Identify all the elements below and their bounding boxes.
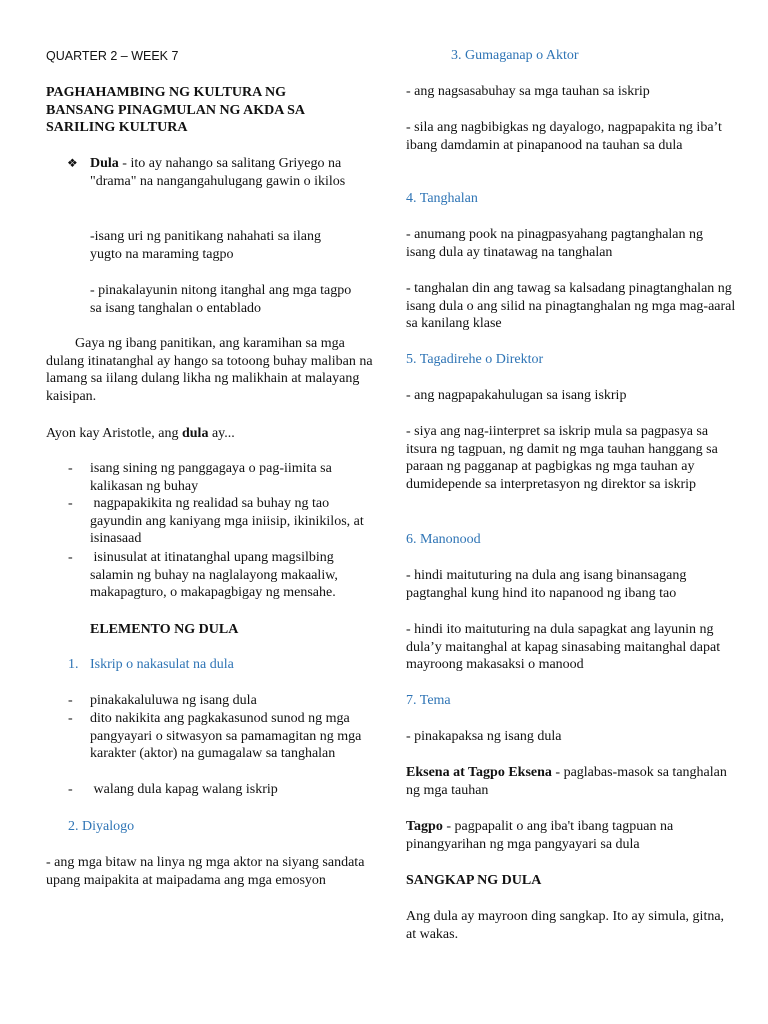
- direktor-heading: 5. Tagadirehe o Direktor: [406, 352, 544, 367]
- sangkap-heading: SANGKAP NG DULA: [406, 873, 542, 888]
- diyalogo-text: - ang mga bitaw na linya ng mga aktor na siyang sandata upang maipakita at maipadama ang mga emosyon: [46, 855, 365, 888]
- tema-p1: - pinakapaksa ng isang dula: [406, 729, 562, 744]
- tanghalan-p2: - tanghalan din ang tawag sa kalsadang pinagtanghalan ng isang dula o ang silid na pinagtanghalan ng mga mag-aaral sa kanilang klase: [406, 281, 736, 331]
- list-item: - isang sining ng panggagaya o pag-iimita sa kalikasan ng buhay: [68, 461, 332, 494]
- manonood-heading: 6. Manonood: [406, 532, 481, 547]
- manonood-p1: - hindi maituturing na dula ang isang binansagang pagtanghal kung hind ito napanood ng ibang tao: [406, 568, 687, 601]
- gaya-paragraph: Gaya ng ibang panitikan, ang karamihan sa mga dulang itinatanghal ay hango sa totoong buhay maliban na lamang sa iilang dulang likha ng malikhain at malayang kaisipan.: [46, 336, 373, 404]
- aktor-heading: 3. Gumaganap o Aktor: [451, 48, 579, 63]
- week-label: QUARTER 2 – WEEK 7: [46, 49, 179, 63]
- list-item: - walang dula kapag walang iskrip: [68, 782, 278, 797]
- list-item: - isinusulat at itinatanghal upang magsilbing salamin ng buhay na naglalayong makaaliw, makapagturo, o makapagbigay ng mensahe.: [68, 550, 342, 600]
- tagpo-definition: Tagpo - pagpapalit o ang iba't ibang tagpuan na pinangyarihan ng mga pangyayari sa dula: [406, 819, 674, 852]
- list-item: - nagpapakikita ng realidad sa buhay ng tao gayundin ang kaniyang mga iniisip, ikinikilos, at isinasaad: [68, 496, 368, 546]
- dula-definition: Dula - ito ay nahango sa salitang Griyego na "drama" na nangangahulugang gawin o ikilos: [90, 156, 346, 189]
- list-item: - dito nakikita ang pagkakasunod sunod ng mga pangyayari o sitwasyon sa pamamagitan ng mga karakter (aktor) na gumagalaw sa tanghalan: [68, 711, 362, 761]
- dula-bullet: [67, 155, 376, 190]
- diyalogo-heading: 2. Diyalogo: [68, 819, 135, 834]
- dula-sub-1: -isang uri ng panitikang nahahati sa ilang yugto na maraming tagpo: [90, 229, 321, 262]
- tanghalan-p1: - anumang pook na pinagpasyahang pagtanghalan ng isang dula ay tinatawag na tanghalan: [406, 227, 704, 260]
- aristotle-line: Ayon kay Aristotle, ang dula ay...: [46, 426, 235, 441]
- manonood-p2: - hindi ito maituturing na dula sapagkat ang layunin ng dula’y maitanghal at kapag sinasabing maitanghal dapat mayroong makasaksi o manood: [406, 622, 721, 672]
- elemento-heading: ELEMENTO NG DULA: [90, 622, 239, 637]
- direktor-p2: - siya ang nag-iinterpret sa iskrip mula sa pagpasya sa itsura ng tagpuan, ng damit ng mga tauhan hanggang sa paraan ng pagganap at pagbigkas ng mga tauhan ay dumidepende sa interpretasyon ng direktor sa iskrip: [406, 424, 718, 492]
- aktor-p1: - ang nagsasabuhay sa mga tauhan sa iskrip: [406, 84, 650, 99]
- tema-heading: 7. Tema: [406, 693, 451, 708]
- diamond-bullet-icon: ❖: [67, 156, 78, 170]
- dula-term: Dula: [90, 156, 119, 171]
- eksena-definition: Eksena at Tagpo Eksena - paglabas-masok sa tanghalan ng mga tauhan: [406, 765, 727, 798]
- iskrip-heading: 1. Iskrip o nakasulat na dula: [68, 657, 234, 672]
- page-title: PAGHAHAMBING NG KULTURA NG BANSANG PINAGMULAN NG AKDA SA SARILING KULTURA: [46, 85, 305, 135]
- list-item: - pinakakaluluwa ng isang dula: [68, 693, 257, 708]
- tanghalan-heading: 4. Tanghalan: [406, 191, 478, 206]
- direktor-p1: - ang nagpapakahulugan sa isang iskrip: [406, 388, 627, 403]
- dula-sub-2: - pinakalayunin nitong itanghal ang mga tagpo sa isang tanghalan o entablado: [90, 283, 352, 316]
- aktor-p2: - sila ang nagbibigkas ng dayalogo, nagpapakita ng iba’t ibang damdamin at pinapanood na tauhan sa dula: [406, 120, 722, 153]
- sangkap-text: Ang dula ay mayroon ding sangkap. Ito ay simula, gitna, at wakas.: [406, 909, 725, 942]
